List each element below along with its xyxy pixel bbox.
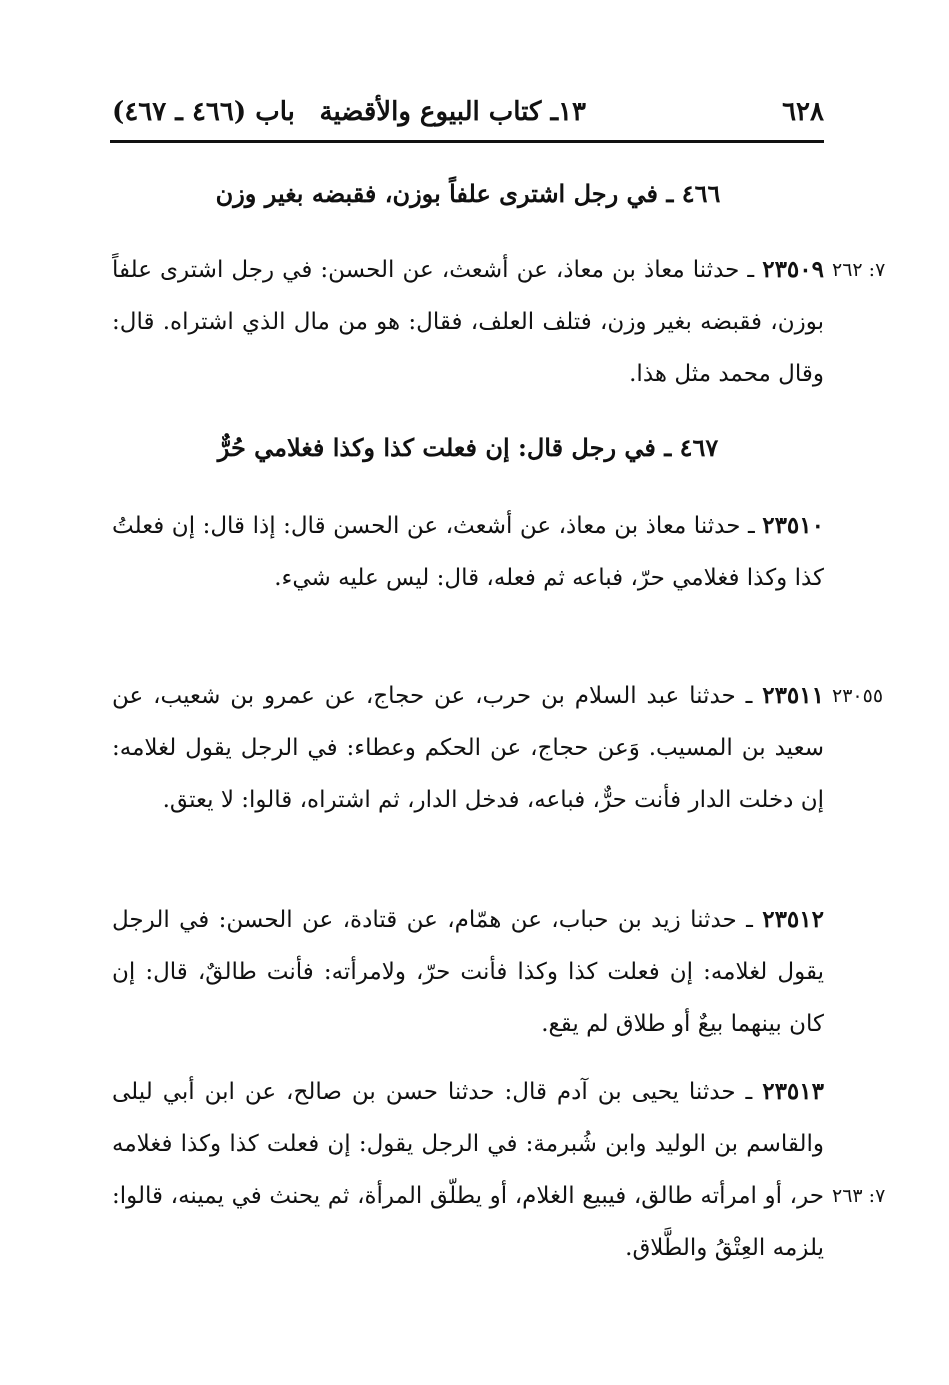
margin-reference: ٢٣٠٥٥ [832,685,884,707]
section-heading: ٤٦٦ ـ في رجل اشترى علفاً بوزن، فقبضه بغير وزن [215,179,721,208]
hadith-text: ـ حدثنا يحيى بن آدم قال: حدثنا حسن بن صالح، عن ابن أبي ليلى والقاسم بن الوليد وابن شُبرمة: في الرجل يقول: إن فعلت كذا وكذا فغلامه حر، أو امرأته طالق، فيبيع الغلام، أو يطلّق المرأة، ثم يحنث في يمينه، قالوا: يلزمه العِتْقُ والطَّلاق. [112,1079,824,1261]
hadith-paragraph [112,244,824,400]
hadith-paragraph [112,894,824,1050]
hadith-text: ـ حدثنا معاذ بن معاذ، عن أشعث، عن الحسن قال: إذا قال: إن فعلتُ كذا وكذا فغلامي حرّ، فباعه ثم فعله، قال: ليس عليه شيء. [112,513,824,591]
hadith-number: ٢٣٥١٠ [762,512,824,539]
margin-reference: ٧: ٢٦٢ [832,259,886,281]
page-number: ٦٢٨ [782,97,824,127]
hadith-number: ٢٣٥١١ [762,682,824,709]
header-rule [110,140,824,143]
hadith-number: ٢٣٥١٢ [762,906,824,933]
section-heading: ٤٦٧ ـ في رجل قال: إن فعلت كذا وكذا فغلامي حُرٌّ [217,433,719,462]
hadith-paragraph [112,1066,824,1274]
chapter-range: باب (٤٦٦ ـ ٤٦٧) [112,97,295,127]
hadith-text: ـ حدثنا معاذ بن معاذ، عن أشعث، عن الحسن: في رجل اشترى علفاً بوزن، فقبضه بغير وزن، فتلف العلف، فقال: هو من مال الذي اشتراه. قال: وقال محمد مثل هذا. [112,257,824,387]
hadith-paragraph [112,670,824,826]
margin-reference: ٧: ٢٦٣ [832,1185,886,1207]
book-title: ١٣ـ كتاب البيوع والأقضية [319,97,586,127]
page-header [112,92,824,132]
hadith-text: ـ حدثنا زيد بن حباب، عن همّام، عن قتادة، عن الحسن: في الرجل يقول لغلامه: إن فعلت كذا وكذا فأنت حرّ، ولامرأته: فأنت طالقٌ، قال: إن كان بينهما بيعٌ أو طلاق لم يقع. [112,907,824,1037]
hadith-text: ـ حدثنا عبد السلام بن حرب، عن حجاج، عن عمرو بن شعيب، عن سعيد بن المسيب. وَعن حجاج، عن الحكم وعطاء: في الرجل يقول لغلامه: إن دخلت الدار فأنت حرٌّ، فباعه، فدخل الدار، ثم اشتراه، قالوا: لا يعتق. [112,683,824,813]
hadith-paragraph [112,500,824,604]
hadith-number: ٢٣٥٠٩ [762,256,824,283]
hadith-number: ٢٣٥١٣ [762,1078,824,1105]
